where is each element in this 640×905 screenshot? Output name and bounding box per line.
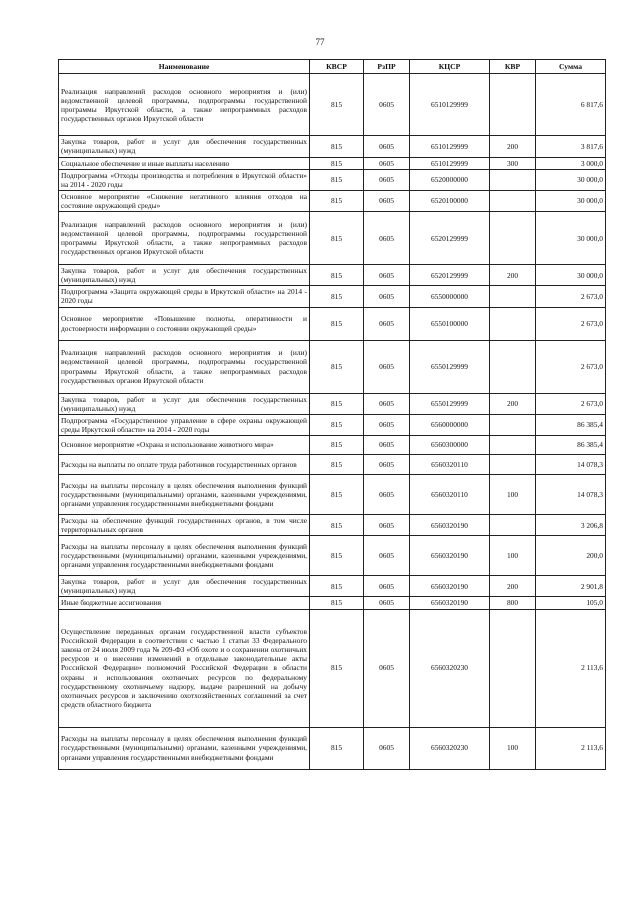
table-row: [59, 307, 606, 340]
table-row: [59, 609, 606, 727]
row-kvr: 300: [490, 157, 536, 169]
row-kvr: 200: [490, 136, 536, 157]
row-kvsr: 815: [310, 597, 364, 609]
row-name: Осуществление переданных органам государственной власти субъектов Российской Федерации в соответствии с частью 1 статьи 33 Федерального закона от 24 июля 2009 года № 209-ФЗ «Об охоте и о сохранении охотничьих ресурсов и о внесении изменений в отдельные законодательные акты Российской Федерации» полномочий Российской Федерации в области охраны и использования охотничьих ресурсов по федеральному государственному охотничьему надзору, выдаче разрешений на добычу охотничьих ресурсов и заключению охотхозяйственных соглашений за счет средств областного бюджета: [59, 609, 310, 727]
row-kcsr: 6510129999: [410, 136, 490, 157]
row-name: Подпрограмма «Государственное управление в сфере охраны окружающей среды Иркутской области» на 2014 - 2020 годы: [59, 414, 310, 435]
row-sum: 105,0: [536, 597, 606, 609]
column-header-kvr: КВР: [490, 60, 536, 74]
row-name: Расходы на выплаты персоналу в целях обеспечения выполнения функций государственными (муниципальными) органами, казенными учреждениями, органами управления государственными внебюджетными фондами: [59, 536, 310, 576]
row-kcsr: 6560320190: [410, 597, 490, 609]
row-name: Расходы на выплаты персоналу в целях обеспечения выполнения функций государственными (муниципальными) органами, казенными учреждениями, органами управления государственными внебюджетными фондами: [59, 727, 310, 769]
row-kvr: [490, 169, 536, 190]
table-row: [59, 514, 606, 535]
row-rzpr: 0605: [364, 435, 410, 454]
row-sum: 3 206,8: [536, 514, 606, 535]
row-name: Расходы на выплаты по оплате труда работников государственных органов: [59, 454, 310, 474]
row-rzpr: 0605: [364, 74, 410, 136]
row-rzpr: 0605: [364, 597, 410, 609]
row-kcsr: 6560320190: [410, 514, 490, 535]
row-kcsr: 6510129999: [410, 74, 490, 136]
row-kvr: [490, 414, 536, 435]
row-rzpr: 0605: [364, 454, 410, 474]
row-kcsr: 6560320190: [410, 576, 490, 597]
row-kvsr: 815: [310, 286, 364, 307]
page-number: 77: [315, 37, 325, 47]
row-sum: 30 000,0: [536, 169, 606, 190]
column-header-kvsr: КВСР: [310, 60, 364, 74]
row-sum: 2 113,6: [536, 609, 606, 727]
row-name: Основное мероприятие «Снижение негативного влияния отходов на состояние окружающей среды»: [59, 190, 310, 211]
row-name: Закупка товаров, работ и услуг для обеспечения государственных (муниципальных) нужд: [59, 265, 310, 286]
row-name: Расходы на выплаты персоналу в целях обеспечения выполнения функций государственными (муниципальными) органами, казенными учреждениями, органами управления государственными внебюджетными фондами: [59, 474, 310, 514]
table-row: [59, 286, 606, 307]
table-row: [59, 265, 606, 286]
row-kvsr: 815: [310, 576, 364, 597]
row-name: Закупка товаров, работ и услуг для обеспечения государственных (муниципальных) нужд: [59, 136, 310, 157]
row-kvsr: 815: [310, 74, 364, 136]
row-rzpr: 0605: [364, 190, 410, 211]
row-kvsr: 815: [310, 393, 364, 414]
row-kvsr: 815: [310, 536, 364, 576]
row-sum: 30 000,0: [536, 265, 606, 286]
table-row: [59, 597, 606, 609]
column-header-kcsr: КЦСР: [410, 60, 490, 74]
row-kvr: 200: [490, 576, 536, 597]
column-header-name: Наименование: [59, 60, 310, 74]
table-row: [59, 474, 606, 514]
row-kvsr: 815: [310, 514, 364, 535]
row-kvsr: 815: [310, 169, 364, 190]
row-kcsr: 6550129999: [410, 393, 490, 414]
row-sum: 2 673,0: [536, 307, 606, 340]
table-row: [59, 190, 606, 211]
row-sum: 2 673,0: [536, 393, 606, 414]
row-kvsr: 815: [310, 265, 364, 286]
row-kcsr: 6520000000: [410, 169, 490, 190]
table-row: [59, 136, 606, 157]
row-rzpr: 0605: [364, 414, 410, 435]
row-name: Реализация направлений расходов основного мероприятия и (или) ведомственной целевой программы, подпрограммы государственной программы Иркутской области, а также непрограммных расходов государственных органов Иркутской области: [59, 74, 310, 136]
row-kvr: [490, 454, 536, 474]
row-kcsr: 6550100000: [410, 307, 490, 340]
row-sum: 86 385,4: [536, 414, 606, 435]
row-kvsr: 815: [310, 609, 364, 727]
row-kvr: 800: [490, 597, 536, 609]
row-name: Подпрограмма «Защита окружающей среды в Иркутской области» на 2014 - 2020 годы: [59, 286, 310, 307]
row-kvr: [490, 435, 536, 454]
row-kvsr: 815: [310, 307, 364, 340]
row-sum: 86 385,4: [536, 435, 606, 454]
table-row: [59, 157, 606, 169]
row-kcsr: 6560000000: [410, 414, 490, 435]
row-kcsr: 6520100000: [410, 190, 490, 211]
row-rzpr: 0605: [364, 136, 410, 157]
row-kvsr: 815: [310, 340, 364, 393]
row-kvsr: 815: [310, 435, 364, 454]
budget-table: [58, 59, 606, 770]
row-kcsr: 6560320110: [410, 454, 490, 474]
row-kvr: [490, 307, 536, 340]
row-rzpr: 0605: [364, 169, 410, 190]
row-name: Иные бюджетные ассигнования: [59, 597, 310, 609]
row-rzpr: 0605: [364, 393, 410, 414]
table-row: [59, 340, 606, 393]
row-kcsr: 6560320230: [410, 609, 490, 727]
row-sum: 30 000,0: [536, 212, 606, 265]
row-name: Основное мероприятие «Охрана и использование животного мира»: [59, 435, 310, 454]
row-rzpr: 0605: [364, 576, 410, 597]
row-kvsr: 815: [310, 157, 364, 169]
row-name: Закупка товаров, работ и услуг для обеспечения государственных (муниципальных) нужд: [59, 393, 310, 414]
row-kvsr: 815: [310, 727, 364, 769]
row-name: Реализация направлений расходов основного мероприятия и (или) ведомственной целевой программы, подпрограммы государственной программы Иркутской области, а также непрограммных расходов государственных органов Иркутской области: [59, 212, 310, 265]
row-kvr: 100: [490, 727, 536, 769]
row-kvr: 100: [490, 474, 536, 514]
row-name: Расходы на обеспечение функций государственных органов, в том числе территориальных органов: [59, 514, 310, 535]
row-kcsr: 6560320110: [410, 474, 490, 514]
table-row: [59, 212, 606, 265]
row-sum: 2 673,0: [536, 340, 606, 393]
table-row: [59, 435, 606, 454]
column-header-sum: Сумма: [536, 60, 606, 74]
row-kvsr: 815: [310, 454, 364, 474]
row-rzpr: 0605: [364, 286, 410, 307]
row-name: Основное мероприятие «Повышение полноты, оперативности и достоверности информации о состоянии окружающей среды»: [59, 307, 310, 340]
table-row: [59, 727, 606, 769]
row-kcsr: 6520129999: [410, 265, 490, 286]
table-row: [59, 414, 606, 435]
row-rzpr: 0605: [364, 536, 410, 576]
row-rzpr: 0605: [364, 307, 410, 340]
row-sum: 200,0: [536, 536, 606, 576]
row-kvr: [490, 286, 536, 307]
row-kvr: [490, 609, 536, 727]
row-sum: 3 817,6: [536, 136, 606, 157]
row-name: Закупка товаров, работ и услуг для обеспечения государственных (муниципальных) нужд: [59, 576, 310, 597]
row-sum: 3 000,0: [536, 157, 606, 169]
table-row: [59, 454, 606, 474]
table-row: [59, 576, 606, 597]
row-sum: 2 113,6: [536, 727, 606, 769]
row-rzpr: 0605: [364, 157, 410, 169]
row-kvr: [490, 340, 536, 393]
row-kvr: [490, 212, 536, 265]
row-rzpr: 0605: [364, 727, 410, 769]
row-name: Реализация направлений расходов основного мероприятия и (или) ведомственной целевой программы, подпрограммы государственной программы Иркутской области, а также непрограммных расходов государственных органов Иркутской области: [59, 340, 310, 393]
row-kvr: [490, 74, 536, 136]
row-rzpr: 0605: [364, 514, 410, 535]
row-sum: 2 901,8: [536, 576, 606, 597]
row-kcsr: 6550000000: [410, 286, 490, 307]
row-kvsr: 815: [310, 414, 364, 435]
table-row: [59, 536, 606, 576]
row-kvsr: 815: [310, 474, 364, 514]
row-sum: 6 817,6: [536, 74, 606, 136]
row-name: Подпрограмма «Отходы производства и потребления в Иркутской области» на 2014 - 2020 годы: [59, 169, 310, 190]
column-header-rzpr: РзПР: [364, 60, 410, 74]
row-kvsr: 815: [310, 136, 364, 157]
row-kvsr: 815: [310, 190, 364, 211]
row-rzpr: 0605: [364, 340, 410, 393]
row-kcsr: 6560300000: [410, 435, 490, 454]
row-kvr: 100: [490, 536, 536, 576]
row-sum: 14 078,3: [536, 454, 606, 474]
table-row: [59, 74, 606, 136]
row-sum: 2 673,0: [536, 286, 606, 307]
row-rzpr: 0605: [364, 474, 410, 514]
row-kvr: 200: [490, 393, 536, 414]
table-body: [59, 74, 606, 769]
table-row: [59, 169, 606, 190]
row-kcsr: 6520129999: [410, 212, 490, 265]
row-name: Социальное обеспечение и иные выплаты населению: [59, 157, 310, 169]
row-kcsr: 6510129999: [410, 157, 490, 169]
row-kvr: 200: [490, 265, 536, 286]
row-rzpr: 0605: [364, 609, 410, 727]
row-kvr: [490, 514, 536, 535]
row-kcsr: 6560320190: [410, 536, 490, 576]
row-kvsr: 815: [310, 212, 364, 265]
table-row: [59, 393, 606, 414]
row-kvr: [490, 190, 536, 211]
table-header-row: [59, 60, 606, 74]
row-kcsr: 6560320230: [410, 727, 490, 769]
row-kcsr: 6550129999: [410, 340, 490, 393]
row-sum: 30 000,0: [536, 190, 606, 211]
row-rzpr: 0605: [364, 212, 410, 265]
row-rzpr: 0605: [364, 265, 410, 286]
row-sum: 14 078,3: [536, 474, 606, 514]
